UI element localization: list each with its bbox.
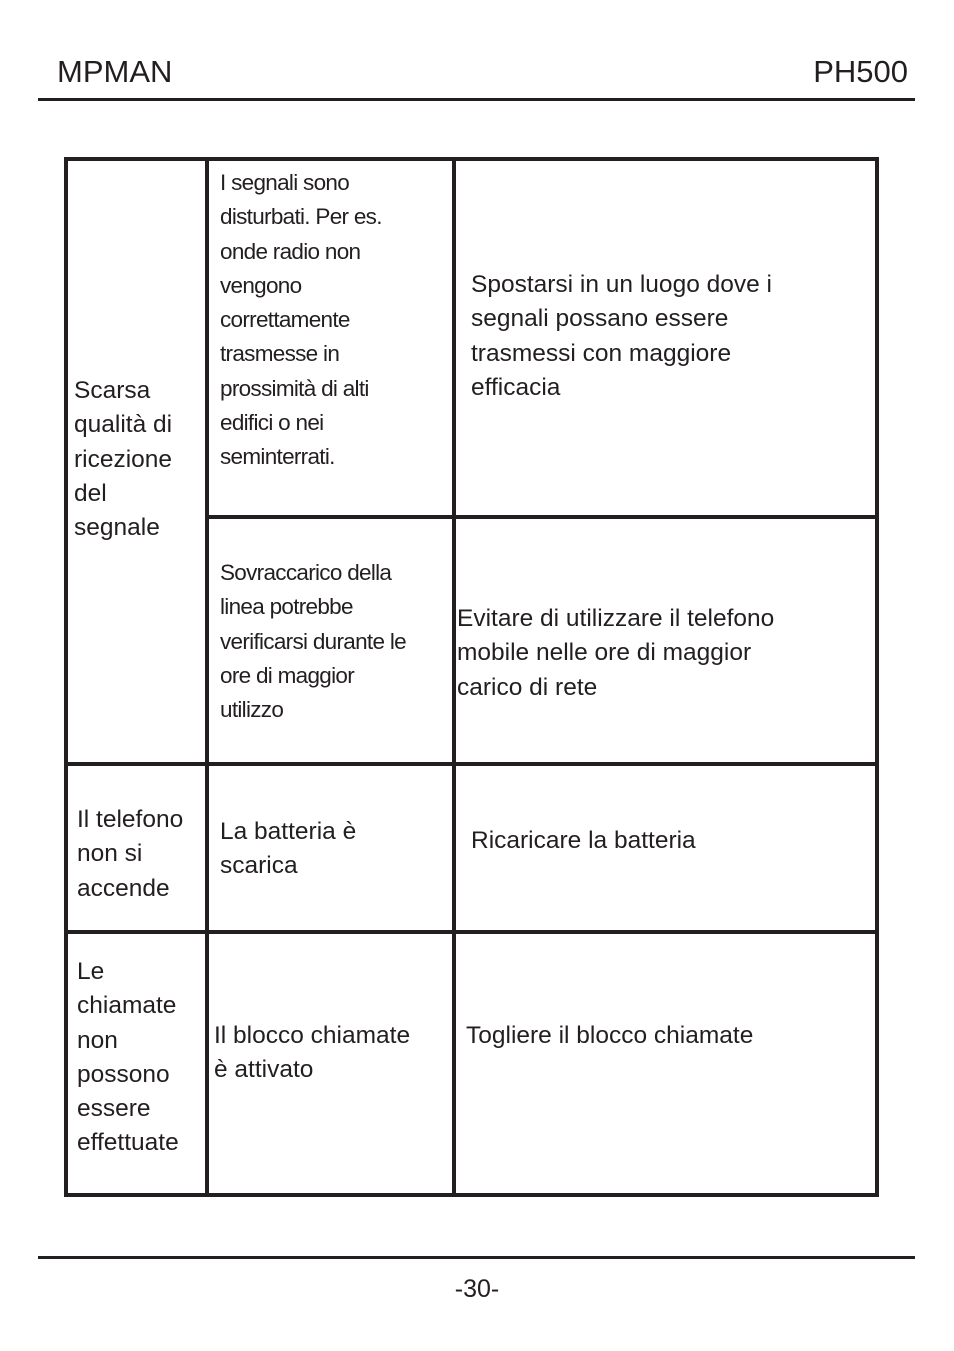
table-border-top: [64, 157, 879, 161]
table-cell-solution: Spostarsi in un luogo dove i segnali possano essere trasmessi con maggiore efficacia: [471, 271, 772, 401]
table-cell-cause: Il blocco chiamate è attivato: [214, 1022, 411, 1084]
header-rule: [38, 98, 915, 101]
table-cell-solution: Ricaricare la batteria: [471, 827, 696, 854]
table-border-bottom: [64, 1193, 879, 1197]
row-divider: [205, 515, 879, 519]
table-cell-cause: Sovraccarico della linea potrebbe verificarsi durante le ore di maggior utilizzo: [220, 560, 406, 723]
table-cell-problem: Le chiamate non possono essere effettuate: [77, 958, 179, 1157]
row-divider: [64, 930, 879, 934]
brand-name: MPMAN: [57, 54, 173, 89]
model-name: PH500: [813, 54, 908, 89]
footer-rule: [38, 1256, 915, 1259]
table-border-left: [64, 157, 68, 1197]
table-cell-solution: Togliere il blocco chiamate: [466, 1022, 754, 1049]
table-border-right: [875, 157, 879, 1197]
troubleshooting-table: [64, 157, 879, 1197]
page-number: -30-: [454, 1275, 500, 1303]
table-cell-problem: Scarsa qualità di ricezione del segnale: [74, 377, 173, 542]
column-divider: [205, 157, 209, 1197]
column-divider: [452, 157, 456, 1197]
table-cell-solution: Evitare di utilizzare il telefono mobile nelle ore di maggior carico di rete: [457, 605, 775, 701]
table-cell-problem: Il telefono non si accende: [77, 806, 184, 902]
table-cell-cause: La batteria è scarica: [220, 818, 357, 880]
table-cell-cause: I segnali sono disturbati. Per es. onde radio non vengono correttamente trasmesse in prossimità di alti edifici o nei seminterrati.: [220, 170, 382, 470]
row-divider: [64, 762, 879, 766]
